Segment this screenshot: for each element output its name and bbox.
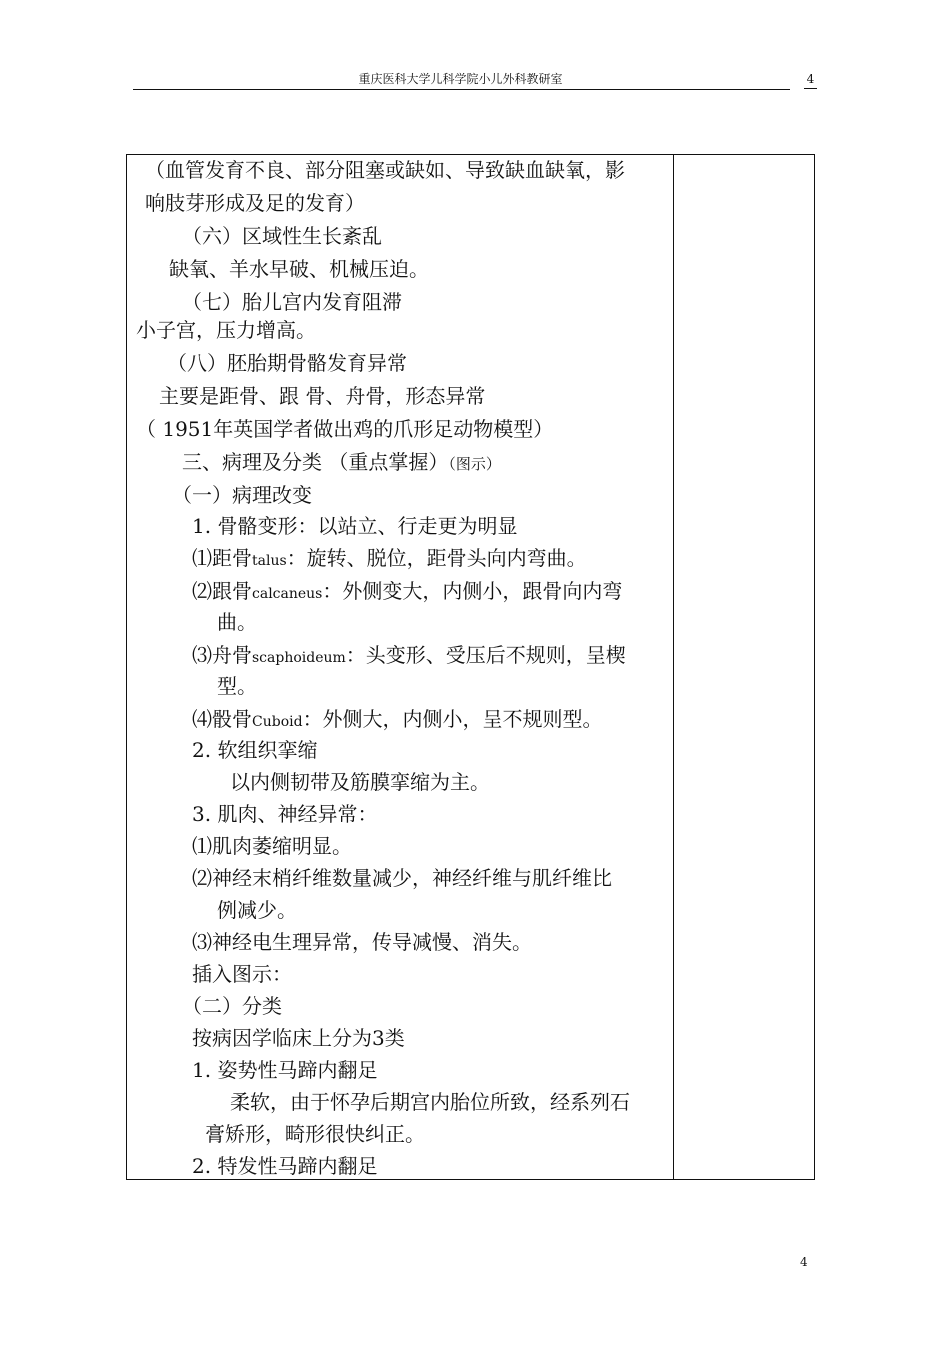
header-title: 重庆医科大学儿科学院小儿外科教研室 bbox=[358, 72, 563, 86]
latin-term: Cuboid bbox=[252, 714, 303, 730]
text-line: 型。 bbox=[217, 674, 257, 698]
term-label: ⑶舟骨 bbox=[192, 643, 252, 667]
text-line: 按病因学临床上分为3类 bbox=[192, 1026, 405, 1050]
text-line: 插入图示： bbox=[192, 962, 292, 986]
text-line: 1. 骨骼变形：以站立、行走更为明显 bbox=[192, 514, 518, 538]
section-heading: （二）分类 bbox=[182, 994, 282, 1018]
page-header bbox=[133, 70, 817, 90]
term-label: ⑵跟骨 bbox=[192, 579, 252, 603]
text-line bbox=[192, 576, 622, 609]
latin-term: scaphoideum bbox=[252, 650, 346, 666]
text-line: 2. 特发性马蹄内翻足 bbox=[192, 1154, 378, 1178]
section-heading: （六）区域性生长紊乱 bbox=[182, 224, 382, 248]
text-line: 以内侧韧带及筋膜挛缩为主。 bbox=[230, 770, 490, 794]
section-heading: （八）胚胎期骨骼发育异常 bbox=[167, 351, 407, 375]
section-heading: （七）胎儿宫内发育阻滞 bbox=[182, 290, 402, 314]
text-line bbox=[192, 704, 603, 737]
footer-page-number: 4 bbox=[800, 1255, 808, 1269]
header-rule bbox=[133, 89, 790, 90]
text-line: 缺氧、羊水早破、机械压迫。 bbox=[169, 257, 429, 281]
text-line: 1. 姿势性马蹄内翻足 bbox=[192, 1058, 378, 1082]
latin-term: calcaneus bbox=[252, 586, 323, 602]
term-label: ⑴距骨 bbox=[192, 546, 252, 570]
text-line: 主要是距骨、跟 骨、舟骨，形态异常 bbox=[159, 384, 486, 408]
lecture-notes-table bbox=[126, 154, 815, 1180]
section-heading: （一）病理改变 bbox=[172, 483, 312, 507]
header-page-number: 4 bbox=[804, 70, 817, 89]
text-line: 小子宫，压力增高。 bbox=[136, 318, 316, 342]
text-line: （ 1951年英国学者做出鸡的爪形足动物模型） bbox=[136, 417, 554, 441]
section-heading bbox=[182, 447, 501, 479]
term-description: ：外侧大，内侧小，呈不规则型。 bbox=[302, 707, 603, 731]
text-line: ⑶神经电生理异常，传导减慢、消失。 bbox=[192, 930, 532, 954]
term-description: ：旋转、脱位，距骨头向内弯曲。 bbox=[286, 546, 587, 570]
term-description: ：头变形、受压后不规则，呈楔 bbox=[345, 643, 626, 667]
text-line: 2. 软组织挛缩 bbox=[192, 738, 318, 762]
term-label: ⑷骰骨 bbox=[192, 707, 252, 731]
text-line: （血管发育不良、部分阻塞或缺如、导致缺血缺氧，影 bbox=[145, 158, 625, 182]
notes-column-divider bbox=[673, 155, 674, 1179]
section-title: 三、病理及分类 （重点掌握） bbox=[182, 450, 449, 474]
text-line: ⑵神经末梢纤维数量减少，神经纤维与肌纤维比 bbox=[192, 866, 612, 890]
text-line: ⑴肌肉萎缩明显。 bbox=[192, 834, 352, 858]
text-line bbox=[192, 543, 587, 576]
text-line: 例减少。 bbox=[217, 898, 297, 922]
text-line: 响肢芽形成及足的发育） bbox=[145, 191, 365, 215]
text-line: 膏矫形，畸形很快纠正。 bbox=[205, 1122, 425, 1146]
figure-note: （图示） bbox=[448, 455, 501, 473]
text-line: 曲。 bbox=[217, 610, 257, 634]
text-line: 3. 肌肉、神经异常： bbox=[192, 802, 378, 826]
term-description: ：外侧变大，内侧小，跟骨向内弯 bbox=[322, 579, 623, 603]
text-line: 柔软，由于怀孕后期宫内胎位所致，经系列石 bbox=[230, 1090, 630, 1114]
latin-term: talus bbox=[252, 553, 287, 569]
text-line bbox=[192, 640, 626, 673]
